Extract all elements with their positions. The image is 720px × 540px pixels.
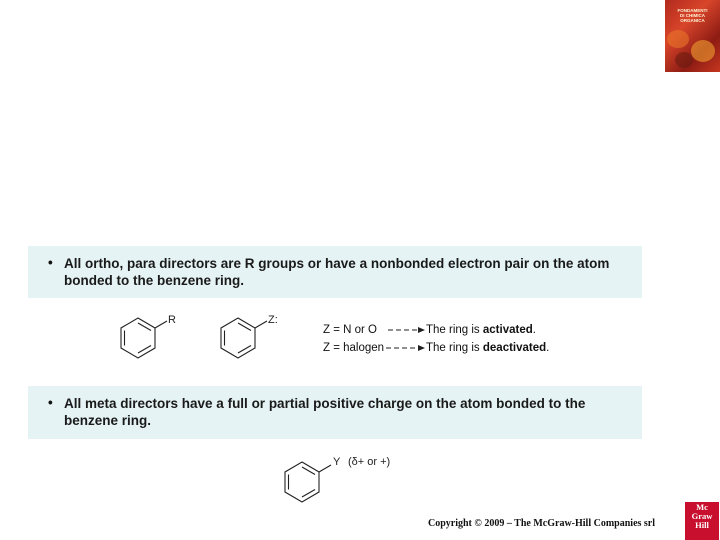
- bullet-icon: •: [48, 395, 53, 410]
- rule1-condition: Z = N or O: [323, 324, 377, 336]
- activated-word: activated: [482, 324, 533, 336]
- bullet-icon: •: [48, 255, 53, 270]
- dashed-arrow-icon: [384, 343, 426, 353]
- benzene-r-structure: [108, 308, 188, 366]
- rule1-result: The ring is activated.: [426, 324, 536, 336]
- book-cover-title: FONDAMENTI DI CHIMICA ORGANICA: [677, 8, 708, 23]
- meta-directors-box: [28, 386, 642, 439]
- rule2-condition: Z = halogen: [323, 342, 385, 354]
- deactivated-word: deactivated: [482, 342, 547, 354]
- book-cover-image: [665, 0, 720, 72]
- meta-statement: All meta directors have a full or partial positive charge on the atom bonded to the benzene ring.: [64, 396, 586, 428]
- y-group-label: Y: [333, 456, 341, 468]
- z-group-label: Z:: [268, 314, 278, 326]
- rule2-result: The ring is deactivated.: [426, 342, 550, 354]
- charge-note: (δ+ or +): [348, 456, 391, 468]
- copyright-notice: Copyright © 2009 – The McGraw-Hill Companies srl: [428, 518, 656, 529]
- dashed-arrow-icon: [386, 325, 426, 335]
- mcgraw-hill-logo: Mc Graw Hill: [685, 502, 719, 540]
- r-group-label: R: [168, 314, 176, 326]
- ortho-para-box: [28, 246, 642, 298]
- ortho-para-statement: All ortho, para directors are R groups or have a nonbonded electron pair on the atom bonded to the benzene ring.: [64, 256, 610, 288]
